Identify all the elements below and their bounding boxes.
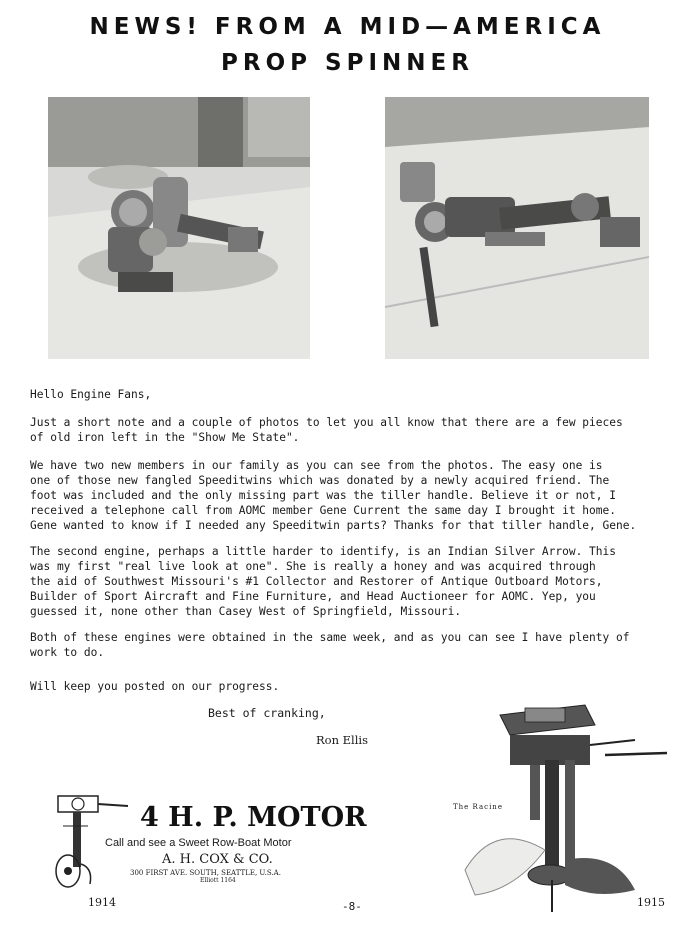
paragraph-line: of old iron left in the "Show Me State". <box>30 431 300 444</box>
advert-address: 300 FIRST AVE. SOUTH, SEATTLE, U.S.A. <box>130 869 281 877</box>
year-left: 1914 <box>88 896 116 909</box>
paragraph-line: work to do. <box>30 646 105 659</box>
advert-phone: Elliott 1164 <box>200 877 236 884</box>
paragraph-5 <box>30 679 680 694</box>
paragraph-2 <box>30 458 680 533</box>
paragraph-4 <box>30 630 680 660</box>
paragraph-line: the aid of Southwest Missouri's #1 Collector and Restorer of Antique Outboard Motors, <box>30 575 603 588</box>
paragraph-line: Just a short note and a couple of photos to let you all know that there are a few pieces <box>30 416 623 429</box>
paragraph-3 <box>30 544 680 619</box>
racine-motor-drawing <box>455 700 670 915</box>
speeditwin-photo <box>48 97 310 359</box>
paragraph-line: Gene wanted to know if I needed any Speeditwin parts? Thanks for that tiller handle, Gene. <box>30 519 637 532</box>
advert-subline: Call and see a Sweet Row-Boat Motor <box>105 837 292 849</box>
signature: Ron Ellis <box>316 733 368 747</box>
paragraph-line: guessed it, none other than Casey West of Springfield, Missouri. <box>30 605 462 618</box>
paragraph-line: We have two new members in our family as you can see from the photos. The easy one is <box>30 459 603 472</box>
paragraph-line: one of those new fangled Speeditwins which was donated by a newly acquired friend. The <box>30 474 610 487</box>
paragraph-line: Both of these engines were obtained in the same week, and as you can see I have plenty of <box>30 631 630 644</box>
paragraph-line: Builder of Sport Aircraft and Fine Furniture, and Head Auctioneer for AOMC. Yep, you <box>30 590 596 603</box>
paragraph-line: foot was included and the only missing part was the tiller handle. Believe it or not, I <box>30 489 616 502</box>
year-right: 1915 <box>637 896 665 909</box>
page-number: -8- <box>342 900 362 913</box>
racine-caption: The Racine <box>453 803 503 811</box>
paragraph-line: was my first "real live look at one". She is really a honey and was acquired through <box>30 560 596 573</box>
closing: Best of cranking, <box>208 706 326 720</box>
paragraph-line: The second engine, perhaps a little harder to identify, is an Indian Silver Arrow. This <box>30 545 616 558</box>
paragraph-line: received a telephone call from AOMC member Gene Current the same day I brought it home. <box>30 504 616 517</box>
headline-line-1: NEWS! FROM A MID—AMERICA <box>89 14 606 40</box>
advert-headline: 4 H. P. MOTOR <box>140 802 367 833</box>
paragraph-line: Will keep you posted on our progress. <box>30 680 280 693</box>
greeting: Hello Engine Fans, <box>30 388 152 401</box>
silver-arrow-photo <box>385 97 649 359</box>
headline-line-2: PROP SPINNER <box>221 50 474 76</box>
paragraph-1 <box>30 415 680 445</box>
advert-company: A. H. COX & CO. <box>162 852 273 867</box>
